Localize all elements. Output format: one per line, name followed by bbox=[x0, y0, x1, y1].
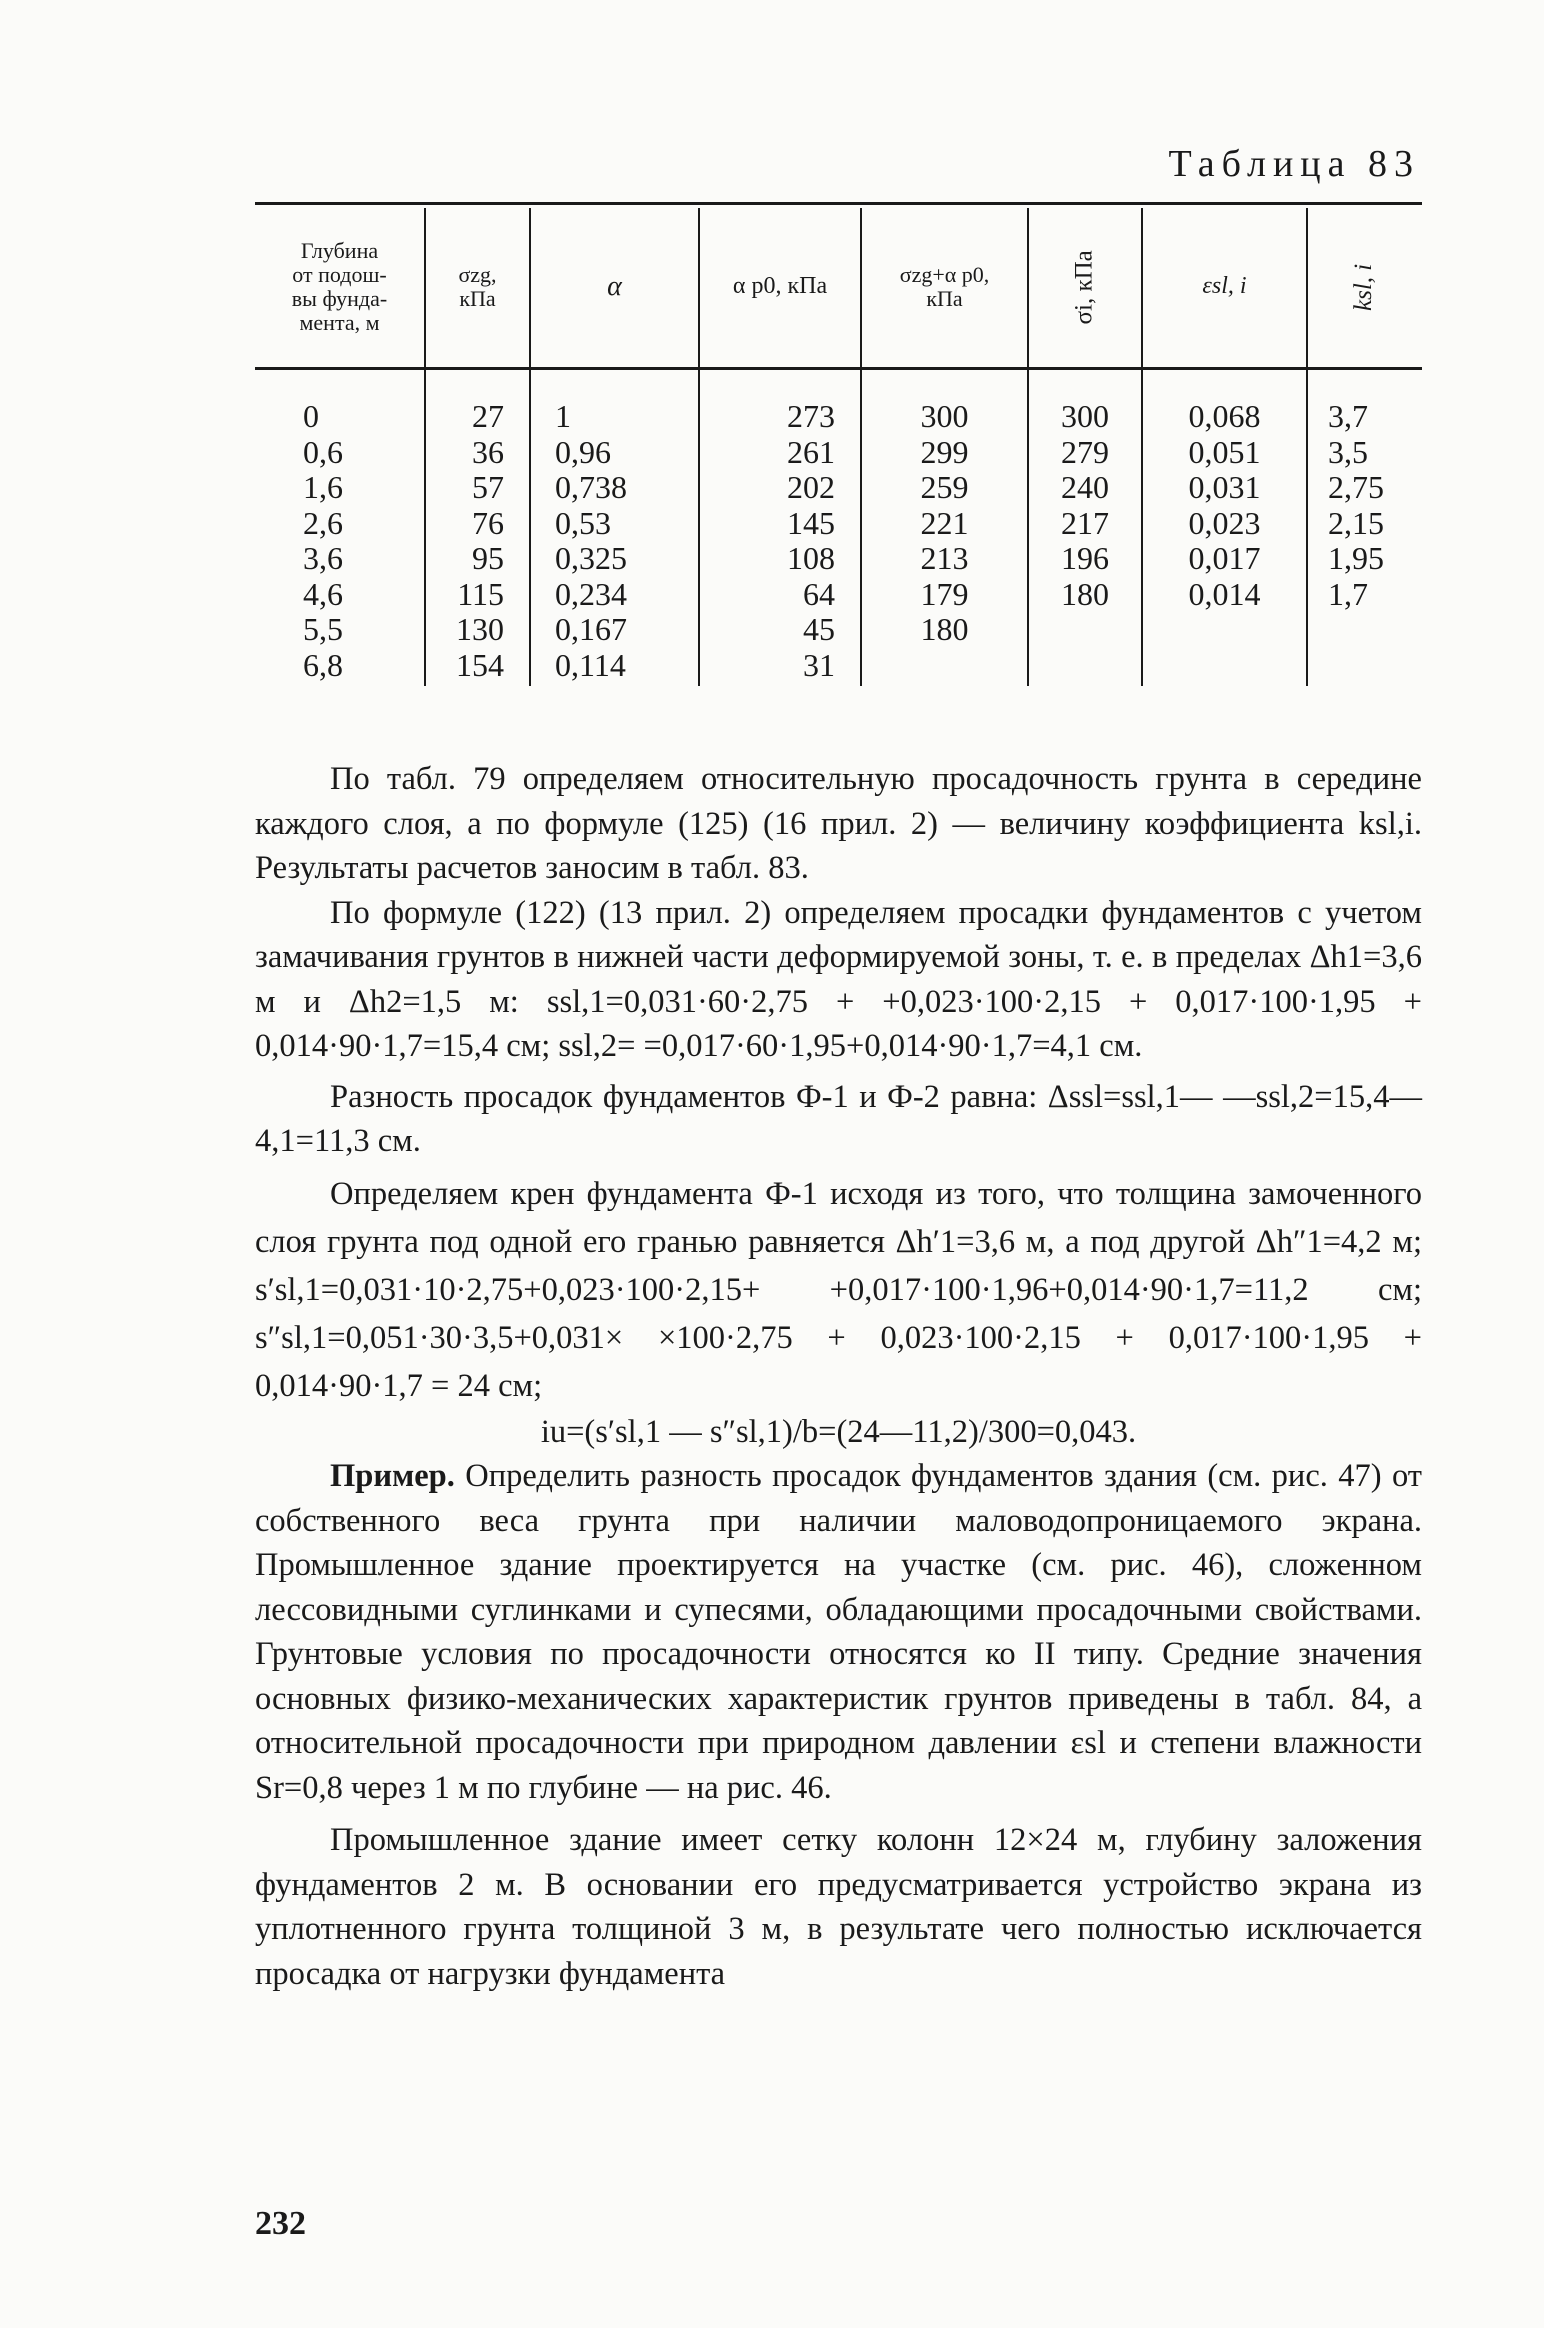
column-sum: 300 299 259 221 213 179 180 bbox=[920, 398, 969, 647]
column-eps: 0,068 0,051 0,031 0,023 0,017 0,014 bbox=[1188, 398, 1261, 612]
column-depth: 0 0,6 1,6 2,6 3,6 4,6 5,5 6,8 bbox=[303, 398, 343, 683]
header-alpha: α bbox=[607, 270, 622, 302]
column-szg: 27 36 57 76 95 115 130 154 bbox=[456, 398, 504, 683]
body-text bbox=[255, 757, 1422, 1996]
paragraph: Определяем крен фундамента Ф-1 исходя из того, что толщина замоченного слоя грунта под одной его гранью равняется Δh′1=3,6 м, а под другой Δh″1=4,2 м; s′sl,1=0,031·10·2,75+0,023·100·2,15+ +0,017·100·1,96+0,014·90·1,7=11,2 см; s″sl,1=0,051·30·3,5+0,031× ×100·2,75 + 0,023·100·2,15 + 0,017·100·1,95 + 0,014·90·1,7 = 24 см; bbox=[255, 1175, 1422, 1404]
data-table bbox=[255, 202, 1422, 690]
paragraph: По формуле (122) (13 прил. 2) определяем просадки фундаментов с учетом замачивания грунтов в нижней части деформируемой зоны, т. е. в пределах Δh1=3,6 м и Δh2=1,5 м: ssl,1=0,031·60·2,75 + +0,023·100·2,15 + 0,017·100·1,95 + 0,014·90·1,7=15,4 см; ssl,2= =0,017·60·1,95+0,014·90·1,7=4,1 см. bbox=[255, 894, 1422, 1064]
example-label: Пример. bbox=[330, 1458, 455, 1494]
header-sum: σzg+α p0, кПа bbox=[899, 261, 990, 311]
example-paragraph bbox=[255, 1454, 1422, 1810]
example-text: Определить разность просадок фундаментов здания (см. рис. 47) от собственного веса грунта при наличии маловодопроницаемого экрана. Промышленное здание проектируется на участке (см. рис. 46), сложенном лессовидными суглинками и супесями, обладающими просадочными свойствами. Грунтовые условия по просадочности относятся ко II типу. Средние значения основных физико-механических характеристик грунтов приведены в табл. 84, а относительной просадочности при природном давлении εsl и степени влажности Sr=0,8 через 1 м по глубине — на рис. 46. bbox=[255, 1458, 1422, 1806]
column-alpha: 1 0,96 0,738 0,53 0,325 0,234 0,167 0,114 bbox=[555, 398, 627, 683]
paragraph: Разность просадок фундаментов Ф-1 и Ф-2 равна: Δssl=ssl,1— —ssl,2=15,4—4,1=11,3 см. bbox=[255, 1078, 1422, 1159]
table-header-rule bbox=[255, 367, 1422, 370]
column-alpha-p0: 273 261 202 145 108 64 45 31 bbox=[787, 398, 835, 683]
paragraph: По табл. 79 определяем относительную просадочность грунта в середине каждого слоя, а по формуле (125) (16 прил. 2) — величину коэффициента ksl,i. Результаты расчетов заносим в табл. 83. bbox=[255, 761, 1422, 886]
header-ksl-text: ksl, i bbox=[1350, 263, 1378, 311]
header-sigma-i bbox=[1029, 208, 1141, 366]
column-ksl: 3,7 3,5 2,75 2,15 1,95 1,7 bbox=[1328, 398, 1384, 612]
header-ksl bbox=[1308, 208, 1422, 366]
header-sigma-i-text: σi, кПа bbox=[1070, 249, 1098, 325]
column-sigma-i: 300 279 240 217 196 180 bbox=[1061, 398, 1109, 612]
header-eps: εsl, i bbox=[1202, 273, 1247, 300]
paragraph: Промышленное здание имеет сетку колонн 12×24 м, глубину заложения фундаментов 2 м. В основании его предусматривается устройство экрана из уплотненного грунта толщиной 3 м, в результате чего полностью исключается просадка от нагрузки фундамента bbox=[255, 1822, 1422, 1992]
page-number: 232 bbox=[255, 2205, 306, 2242]
header-szg: σzg, кПа bbox=[458, 261, 497, 311]
formula: iu=(s′sl,1 — s″sl,1)/b=(24—11,2)/300=0,043. bbox=[540, 1413, 1137, 1450]
header-depth: Глубина от подош- вы фунда- мента, м bbox=[291, 237, 388, 336]
header-alpha-p0: α p0, кПа bbox=[732, 273, 828, 300]
table-top-rule bbox=[255, 202, 1422, 205]
table-caption: Таблица 83 bbox=[1168, 143, 1420, 185]
